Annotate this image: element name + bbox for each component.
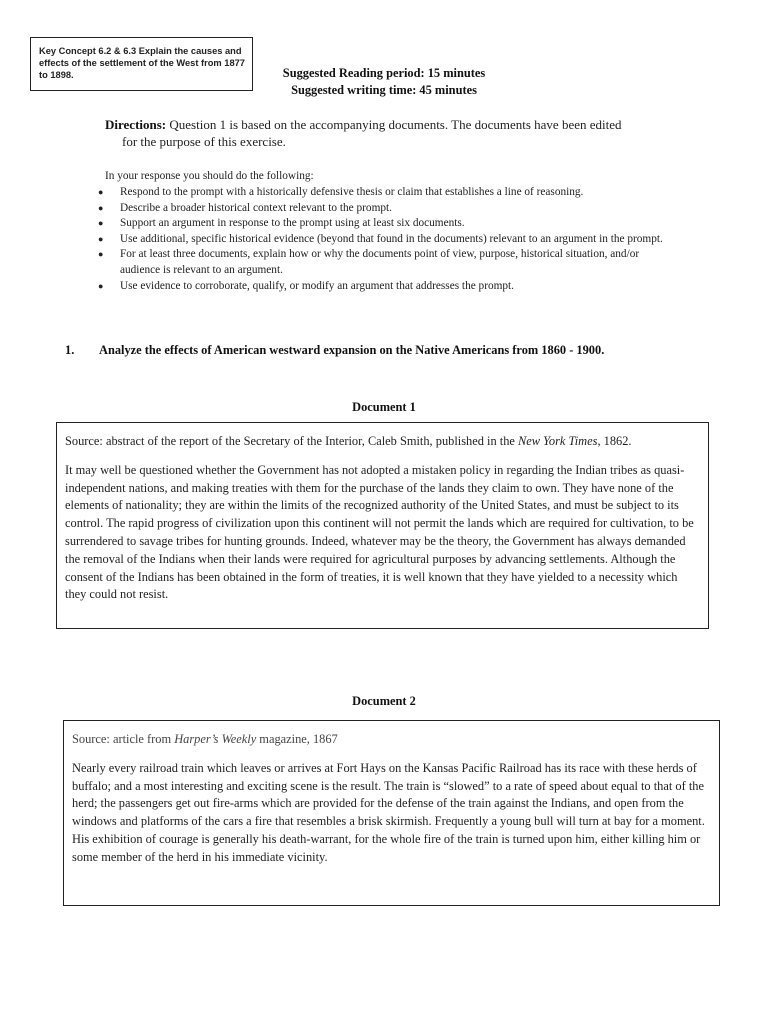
- directions-line-2: for the purpose of this exercise.: [122, 134, 286, 149]
- source-prefix: Source: abstract of the report of the Secretary of the Interior, Caleb Smith, published in the: [65, 434, 519, 448]
- document-2-body: Nearly every railroad train which leaves or arrives at Fort Hays on the Kansas Pacific Railroad has its race with these herds of buffalo; and a most interesting and exciting scene is the result. The train is “slowed” to a rate of speed about equal to that of the herd; the passengers get out fire-arms which are provided for the defense of the train against the Indians, and open from the windows and platforms of the cars a fire that resembles a brisk skirmish. Frequently a young bull will turn at bay for a moment. His exhibition of courage is generally his death-warrant, for the whole fire of the train is turned upon him, either killing him or some member of the herd in his immediate vicinity.: [72, 760, 705, 864]
- question-text: Analyze the effects of American westward expansion on the Native Americans from 1860 - 1900.: [99, 343, 605, 357]
- question-prompt: [65, 343, 705, 358]
- requirement-item: ● Respond to the prompt with a historically defensive thesis or claim that establishes a line of reasoning.: [98, 185, 678, 201]
- source-publication: Harper’s Weekly: [174, 732, 257, 746]
- source-prefix: Source: article from: [72, 732, 175, 746]
- requirement-item: ● For at least three documents, explain how or why the documents point of view, purpose, historical situation, and/or audience is relevant to an argument.: [98, 247, 678, 278]
- key-concept-text: Key Concept 6.2 & 6.3 Explain the causes and effects of the settlement of the West from 1877 to 1898.: [39, 46, 245, 80]
- response-intro: In your response you should do the following:: [105, 170, 314, 182]
- document-1-box: [56, 422, 709, 629]
- document-1-title: Document 1: [352, 400, 416, 414]
- question-number: 1.: [65, 343, 75, 357]
- directions-label: Directions:: [105, 117, 167, 132]
- source-suffix: , 1862.: [597, 434, 632, 448]
- requirement-item: ● Support an argument in response to the prompt using at least six documents.: [98, 216, 678, 232]
- directions-line-1: Question 1 is based on the accompanying documents. The documents have been edited: [169, 117, 622, 132]
- directions: [105, 116, 685, 150]
- source-publication: New York Times: [518, 434, 598, 448]
- writing-time: Suggested writing time: 45 minutes: [291, 83, 477, 97]
- reading-period: Suggested Reading period: 15 minutes: [282, 66, 486, 80]
- requirement-item: ● Describe a broader historical context relevant to the prompt.: [98, 201, 678, 217]
- document-1-source: [65, 433, 700, 451]
- source-suffix: magazine, 1867: [256, 732, 338, 746]
- key-concept-box: [30, 37, 253, 91]
- requirement-item: ● Use evidence to corroborate, qualify, or modify an argument that addresses the prompt.: [98, 279, 678, 295]
- requirement-item: ● Use additional, specific historical evidence (beyond that found in the documents) relevant to an argument in the prompt.: [98, 232, 678, 248]
- document-1-body: It may well be questioned whether the Government has not adopted a mistaken policy in regarding the Indian tribes as quasi-independent nations, and making treaties with them for the purchase of the lands they claim to own. They have none of the elements of nationality; they are within the limits of the recognized authority of the United States, and must be subject to its control. The rapid progress of civilization upon this continent will not permit the lands which are required for cultivation, to be surrendered to savage tribes for hunting grounds. Indeed, whatever may be the theory, the Government has always demanded the removal of the Indians when their lands were required for agricultural purposes by advancing settlements. Although the consent of the Indians has been obtained in the form of treaties, it is well known that they have yielded to a necessity which they could not resist.: [65, 462, 694, 602]
- document-2-source: [72, 731, 711, 749]
- document-2-title: Document 2: [352, 694, 416, 708]
- requirements-list: [98, 185, 678, 294]
- document-2-box: [63, 720, 720, 906]
